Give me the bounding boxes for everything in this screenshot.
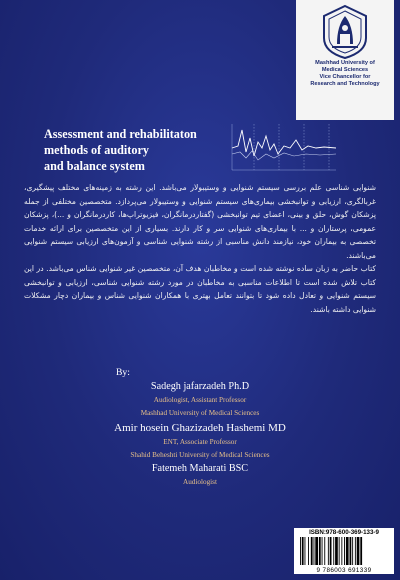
logo-caption bbox=[298, 60, 392, 88]
university-logo bbox=[296, 0, 394, 120]
author-1-role-1: Audiologist, Assistant Professor bbox=[153, 396, 247, 404]
book-title bbox=[44, 126, 224, 174]
persian-paragraph-1: شنوایی شناسی علم بررسی سیستم شنوایی و وستیبولار می‌باشد. این رشته به زمینه‌های مختلف پیشگیری، غربالگری، ارزیابی و توانبخشی بیماری‌های سیستم شنوایی و وستیبولار می‌پردازد. متخصصین مختلفی از جمله پزشکان گوش، حلق و بینی، اعضای تیم توانبخشی (گفتاردرمانگران، فیزیوتراپ‌ها، کاردرمانگران و ...)، پزشکان عمومی، پرستاران و ... با بیماری‌های شنوایی سر و کار دارند. بسیاری از این متخصصین برای ارائه خدمات تخصصی به بیماران خود، نیازمند دانش مناسبی از رشته شنوایی شناسی و آزمون‌های ارزیابی سیستم شنوایی می‌باشند. bbox=[24, 183, 376, 260]
author-1-name: Sadegh jafarzadeh Ph.D bbox=[150, 381, 250, 392]
author-3-role-1: Audiologist bbox=[183, 478, 217, 486]
logo-line-1: Mashhad University of bbox=[315, 60, 375, 66]
university-seal-icon bbox=[320, 4, 370, 60]
isbn-barcode bbox=[294, 528, 394, 574]
persian-paragraph-2: کتاب حاضر به زبان ساده نوشته شده است و مخاطبان هدف آن، متخصصین غیر شنوایی شناس می‌باشد. در این کتاب تلاش شده است تا اطلاعات مناسبی به مخاطبان در مورد رشته شنوایی شناسی، ارزیابی و توانبخشی سیستم شنوایی و تعادل داده شود تا بتوانند تعامل بهتری با همکاران شنوایی شناس و بیماران دچار مشکلات شنوایی داشته باشند. bbox=[24, 264, 376, 314]
author-1-role-2: Mashhad University of Medical Sciences bbox=[140, 409, 260, 417]
barcode-icon bbox=[300, 537, 388, 565]
logo-line-2: Medical Sciences bbox=[321, 67, 369, 73]
barcode-digits: 9 786003 691339 bbox=[316, 567, 372, 574]
isbn-text: ISBN:978-600-369-133-9 bbox=[309, 529, 379, 536]
waveform-graph-icon bbox=[224, 118, 340, 176]
title-line-2: methods of auditory bbox=[44, 143, 149, 157]
logo-line-4: Research and Technology bbox=[310, 81, 380, 87]
by-label: By: bbox=[116, 367, 130, 378]
author-2-role-2: Shahid Beheshti University of Medical Sciences bbox=[130, 451, 270, 459]
persian-description bbox=[24, 181, 376, 316]
logo-line-3: Vice Chancellor for bbox=[319, 74, 371, 80]
author-2-role-1: ENT, Associate Professor bbox=[163, 438, 237, 446]
title-line-3: and balance system bbox=[44, 159, 145, 173]
author-3-name: Fatemeh Maharati BSC bbox=[151, 463, 249, 474]
title-line-1: Assessment and rehabilitaton bbox=[44, 127, 197, 141]
author-2-name: Amir hosein Ghazizadeh Hashemi MD bbox=[114, 422, 286, 434]
